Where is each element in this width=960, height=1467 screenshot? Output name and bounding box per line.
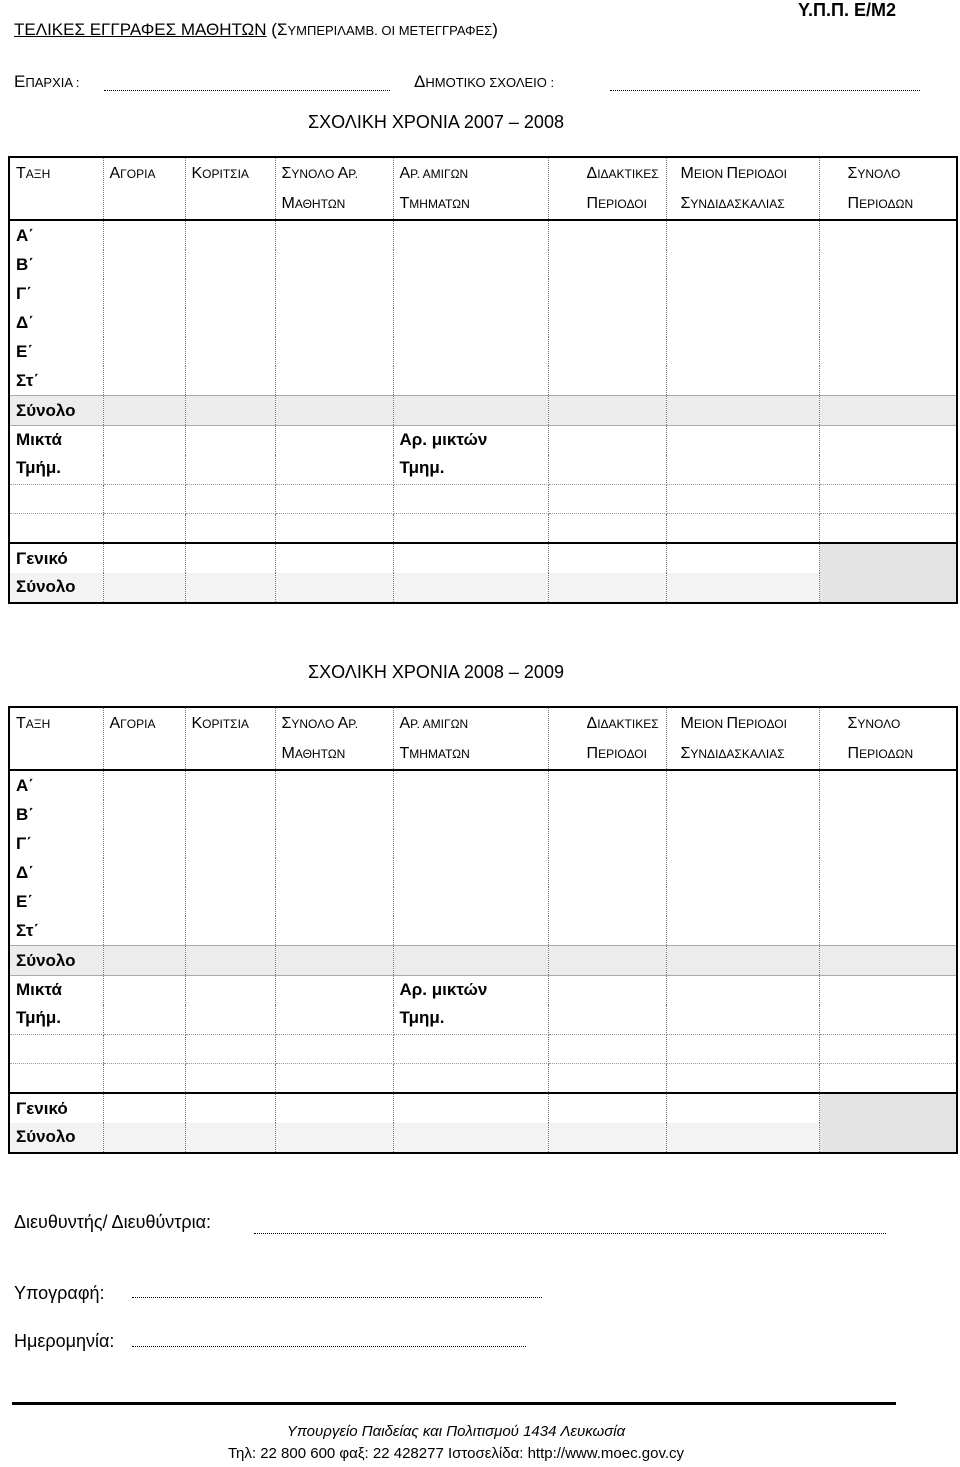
form-code: Υ.Π.Π. Ε/Μ2 — [797, 0, 896, 20]
col-class: ΤΑΞΗ — [9, 157, 103, 220]
col-total-periods: ΣΥΝΟΛΟ ΠΕΡΙΟΔΩΝ — [819, 157, 957, 220]
col-coteaching-reduction: ΜΕΙΟΝ ΠΕΡΙΟΔΟΙ ΣΥΝΔΙΔΑΣΚΑΛΙΑΣ — [666, 157, 819, 220]
table-row: Α΄ — [9, 770, 957, 800]
col-boys: ΑΓΟΡΙΑ — [103, 157, 185, 220]
col-girls: ΚΟΡΙΤΣΙΑ — [185, 707, 275, 770]
col-teaching-periods: ΔΙΔΑΚΤΙΚΕΣ ΠΕΡΙΟΔΟΙ — [548, 707, 666, 770]
form-title — [14, 20, 498, 40]
col-coteaching-reduction: ΜΕΙΟΝ ΠΕΡΙΟΔΟΙ ΣΥΝΔΙΔΑΣΚΑΛΙΑΣ — [666, 707, 819, 770]
signature-label: Υπογραφή: — [14, 1283, 105, 1303]
col-single-grade-sections: ΑΡ. ΑΜΙΓΩΝ ΤΜΗΜΑΤΩΝ — [393, 707, 548, 770]
director-label: Διευθυντής/ Διευθύντρια: — [14, 1212, 212, 1232]
blank-row — [9, 1035, 957, 1064]
mixed-sections-row-2: Τμήμ. Τμημ. — [9, 1005, 957, 1035]
col-total-students: ΣΥΝΟΛΟ ΑΡ. ΜΑΘΗΤΩΝ — [275, 707, 393, 770]
table-row: Γ΄ — [9, 279, 957, 308]
year-title-2007: ΣΧΟΛΙΚΗ ΧΡΟΝΙΑ 2007 – 2008 — [308, 112, 564, 132]
enrolment-table-2007 — [8, 156, 958, 604]
grand-total-row: Γενικό — [9, 543, 957, 573]
table-row: Γ΄ — [9, 829, 957, 858]
col-boys: ΑΓΟΡΙΑ — [103, 707, 185, 770]
header-row — [9, 157, 957, 220]
table-row: Δ΄ — [9, 858, 957, 887]
province-label: ΕΠΑΡΧΙΑ : — [14, 72, 80, 91]
mixed-sections-row: Μικτά Αρ. μικτών — [9, 426, 957, 456]
blank-row — [9, 514, 957, 544]
col-girls: ΚΟΡΙΤΣΙΑ — [185, 157, 275, 220]
mixed-sections-row: Μικτά Αρ. μικτών — [9, 976, 957, 1006]
signature-field[interactable] — [132, 1297, 542, 1298]
form-title-main: ΤΕΛΙΚΕΣ ΕΓΓΡΑΦΕΣ ΜΑΘΗΤΩΝ — [14, 20, 267, 39]
mixed-sections-row-2: Τμήμ. Τμημ. — [9, 455, 957, 485]
col-class: ΤΑΞΗ — [9, 707, 103, 770]
table-row: Στ΄ — [9, 366, 957, 396]
footer-rule — [12, 1402, 896, 1405]
school-label: ΔΗΜΟΤΙΚΟ ΣΧΟΛΕΙΟ : — [414, 72, 555, 91]
table-row: Ε΄ — [9, 887, 957, 916]
table-row: Β΄ — [9, 250, 957, 279]
col-teaching-periods: ΔΙΔΑΚΤΙΚΕΣ ΠΕΡΙΟΔΟΙ — [548, 157, 666, 220]
col-total-periods: ΣΥΝΟΛΟ ΠΕΡΙΟΔΩΝ — [819, 707, 957, 770]
school-field[interactable] — [610, 90, 920, 91]
total-row: Σύνολο — [9, 396, 957, 426]
grand-total-row: Γενικό — [9, 1093, 957, 1123]
blank-row — [9, 485, 957, 514]
col-total-students: ΣΥΝΟΛΟ ΑΡ. ΜΑΘΗΤΩΝ — [275, 157, 393, 220]
table-row: Ε΄ — [9, 337, 957, 366]
year-title-2008: ΣΧΟΛΙΚΗ ΧΡΟΝΙΑ 2008 – 2009 — [308, 662, 564, 682]
footer-contact: Τηλ: 22 800 600 φαξ: 22 428277 Ιστοσελίδα: http://www.moec.gov.cy — [227, 1445, 685, 1462]
director-field[interactable] — [254, 1233, 886, 1234]
footer-address: Υπουργείο Παιδείας και Πολιτισμού 1434 Λευκωσία — [286, 1423, 626, 1440]
date-field[interactable] — [132, 1346, 526, 1347]
col-single-grade-sections: ΑΡ. ΑΜΙΓΩΝ ΤΜΗΜΑΤΩΝ — [393, 157, 548, 220]
blank-row — [9, 1064, 957, 1094]
date-label: Ημερομηνία: — [14, 1331, 115, 1351]
province-field[interactable] — [104, 90, 390, 91]
table-row: Β΄ — [9, 800, 957, 829]
header-row — [9, 707, 957, 770]
table-row: Δ΄ — [9, 308, 957, 337]
form-title-note: (ΣΥΜΠΕΡΙΛΑΜΒ. ΟΙ ΜΕΤΕΓΓΡΑΦΕΣ) — [271, 20, 498, 39]
grand-total-row-2: Σύνολο — [9, 573, 957, 603]
enrolment-table-2008 — [8, 706, 958, 1154]
total-row: Σύνολο — [9, 946, 957, 976]
table-row: Στ΄ — [9, 916, 957, 946]
grand-total-row-2: Σύνολο — [9, 1123, 957, 1153]
table-row: Α΄ — [9, 220, 957, 250]
